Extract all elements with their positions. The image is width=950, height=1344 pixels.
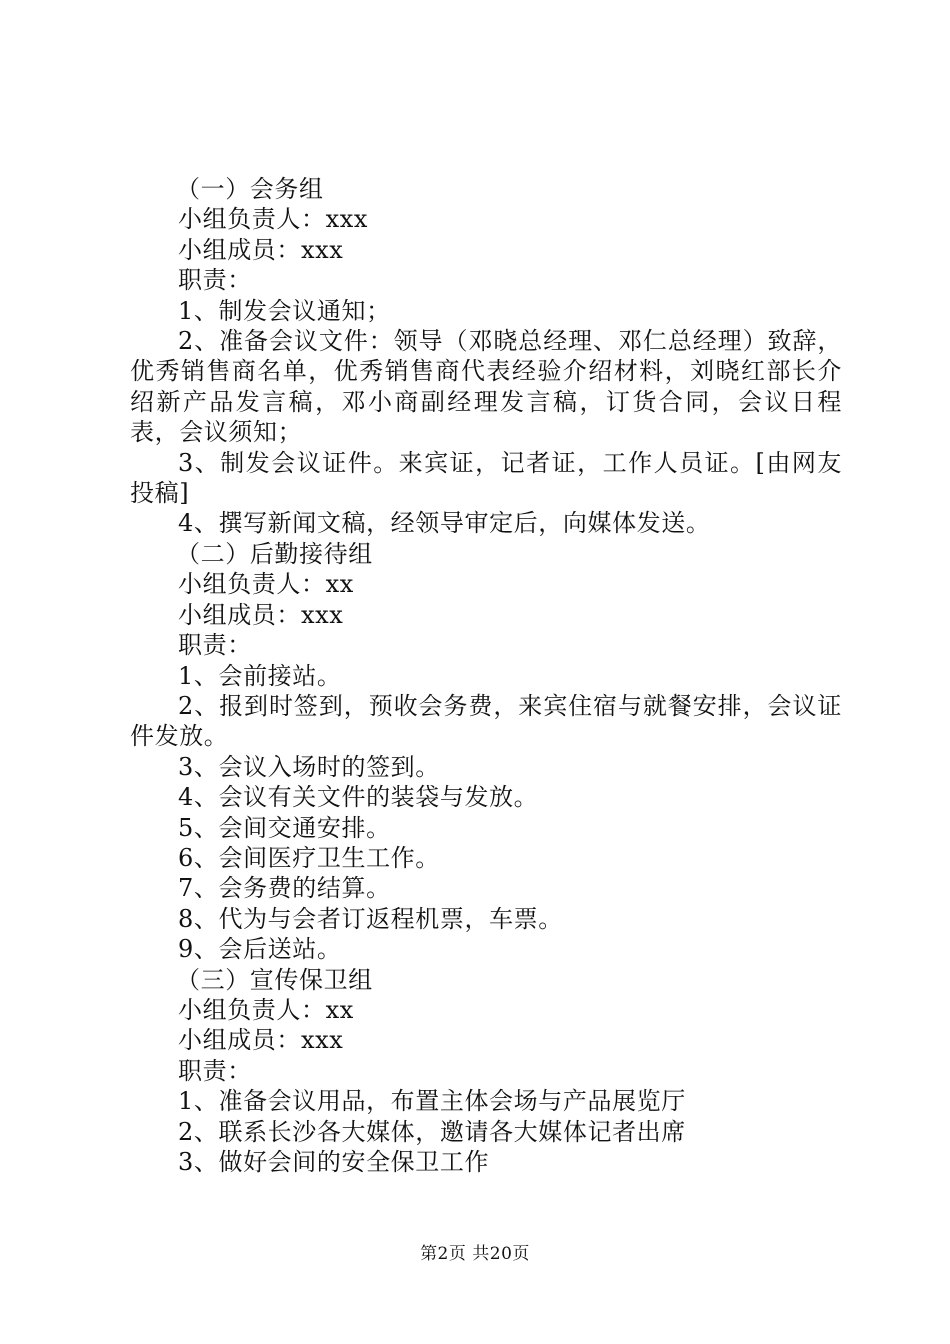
group-members: 小组成员：xxx (178, 235, 344, 264)
duty-item: 4、撰写新闻文稿，经领导审定后，向媒体发送。 (178, 509, 711, 538)
duty-item: 3、会议入场时的签到。 (178, 752, 440, 781)
duty-item: 3、制发会议证件。来宾证，记者证，工作人员证。[由网友投稿] (130, 448, 842, 508)
duty-item: 2、报到时签到，预收会务费，来宾住宿与就餐安排，会议证件发放。 (130, 691, 842, 751)
group-leader: 小组负责人：xx (178, 995, 354, 1024)
duty-item: 4、会议有关文件的装袋与发放。 (178, 783, 539, 812)
duties-label: 职责： (178, 1056, 252, 1085)
duty-item: 1、准备会议用品，布置主体会场与产品展览厅 (178, 1087, 686, 1116)
section-heading: （一）会务组 (176, 175, 324, 203)
group-members: 小组成员：xxx (178, 1026, 344, 1055)
duty-item: 2、联系长沙各大媒体，邀请各大媒体记者出席 (178, 1117, 686, 1146)
group-leader: 小组负责人：xxx (178, 205, 369, 234)
duty-item: 5、会间交通安排。 (178, 813, 391, 842)
duty-item: 2、准备会议文件：领导（邓晓总经理、邓仁总经理）致辞，优秀销售商名单，优秀销售商代表经验介绍材料，刘晓红部长介绍新产品发言稿，邓小商副经理发言稿，订货合同，会议日程表，会议须知； (130, 327, 842, 447)
duties-label: 职责： (178, 266, 252, 295)
page-number: 第2页 共20页 (420, 1244, 530, 1264)
group-leader: 小组负责人：xx (178, 570, 354, 599)
duty-item: 6、会间医疗卫生工作。 (178, 843, 440, 872)
group-members: 小组成员：xxx (178, 600, 344, 629)
section-heading: （二）后勤接待组 (176, 539, 373, 568)
page-footer (0, 1243, 950, 1265)
duty-item: 9、会后送站。 (178, 935, 342, 964)
duty-item: 8、代为与会者订返程机票，车票。 (178, 904, 563, 933)
duties-label: 职责： (178, 631, 252, 660)
document-body (130, 174, 842, 1177)
duty-item: 1、会前接站。 (178, 661, 342, 690)
duty-item: 7、会务费的结算。 (178, 874, 391, 903)
duty-item: 1、制发会议通知； (178, 296, 391, 325)
duty-item: 3、做好会间的安全保卫工作 (178, 1148, 490, 1176)
section-heading: （三）宣传保卫组 (176, 965, 373, 994)
